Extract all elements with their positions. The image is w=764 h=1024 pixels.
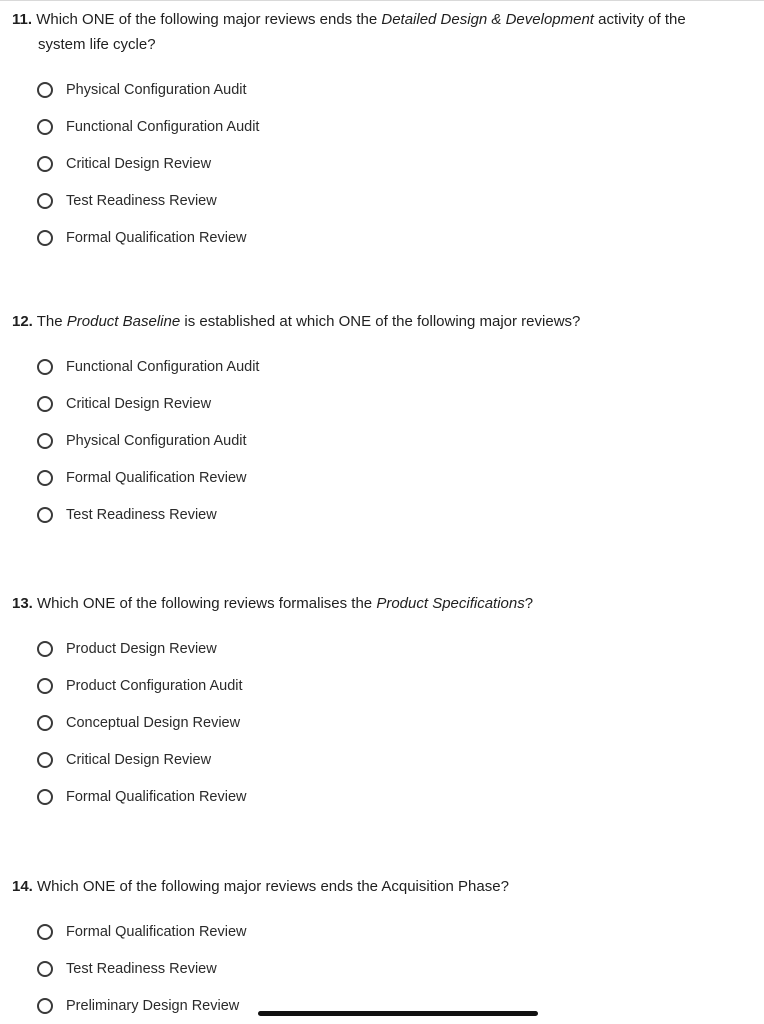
- answer-options: [12, 630, 712, 815]
- option-formal-qualification-review[interactable]: Formal Qualification Review: [37, 778, 712, 815]
- radio-button[interactable]: [37, 641, 53, 657]
- question-number: 12.: [12, 313, 33, 330]
- radio-button[interactable]: [37, 998, 53, 1014]
- option-functional-configuration-audit[interactable]: Functional Configuration Audit: [37, 108, 712, 145]
- option-test-readiness-review[interactable]: Test Readiness Review: [37, 496, 712, 533]
- radio-button[interactable]: [37, 359, 53, 375]
- radio-button[interactable]: [37, 119, 53, 135]
- option-critical-design-review[interactable]: Critical Design Review: [37, 385, 712, 422]
- radio-button[interactable]: [37, 924, 53, 940]
- option-physical-configuration-audit[interactable]: Physical Configuration Audit: [37, 422, 712, 459]
- question-13: [12, 591, 712, 815]
- option-physical-configuration-audit[interactable]: Physical Configuration Audit: [37, 71, 712, 108]
- radio-button[interactable]: [37, 961, 53, 977]
- answer-options: [12, 71, 712, 256]
- radio-button[interactable]: [37, 507, 53, 523]
- question-12: [12, 309, 712, 533]
- top-divider: [0, 0, 764, 1]
- radio-button[interactable]: [37, 193, 53, 209]
- option-preliminary-design-review[interactable]: Preliminary Design Review: [37, 987, 712, 1024]
- option-critical-design-review[interactable]: Critical Design Review: [37, 741, 712, 778]
- option-product-configuration-audit[interactable]: Product Configuration Audit: [37, 667, 712, 704]
- question-text: 14. Which ONE of the following major reviews ends the Acquisition Phase?: [12, 878, 509, 895]
- radio-button[interactable]: [37, 433, 53, 449]
- radio-button[interactable]: [37, 752, 53, 768]
- option-formal-qualification-review[interactable]: Formal Qualification Review: [37, 219, 712, 256]
- option-formal-qualification-review[interactable]: Formal Qualification Review: [37, 459, 712, 496]
- answer-options: [12, 348, 712, 533]
- option-formal-qualification-review[interactable]: Formal Qualification Review: [37, 913, 712, 950]
- option-critical-design-review[interactable]: Critical Design Review: [37, 145, 712, 182]
- question-14: [12, 874, 712, 1024]
- question-11: [12, 7, 712, 256]
- radio-button[interactable]: [37, 396, 53, 412]
- question-text: 11. Which ONE of the following major reviews ends the Detailed Design & Development activity of the system life cycle?: [12, 11, 686, 53]
- option-test-readiness-review[interactable]: Test Readiness Review: [37, 182, 712, 219]
- radio-button[interactable]: [37, 82, 53, 98]
- radio-button[interactable]: [37, 789, 53, 805]
- radio-button[interactable]: [37, 715, 53, 731]
- option-product-design-review[interactable]: Product Design Review: [37, 630, 712, 667]
- question-text: 12. The Product Baseline is established at which ONE of the following major reviews?: [12, 313, 581, 330]
- question-number: 11.: [12, 11, 33, 28]
- option-functional-configuration-audit[interactable]: Functional Configuration Audit: [37, 348, 712, 385]
- radio-button[interactable]: [37, 156, 53, 172]
- option-conceptual-design-review[interactable]: Conceptual Design Review: [37, 704, 712, 741]
- radio-button[interactable]: [37, 678, 53, 694]
- question-text: 13. Which ONE of the following reviews formalises the Product Specifications?: [12, 595, 534, 612]
- home-indicator-bar[interactable]: [258, 1011, 538, 1016]
- question-number: 14.: [12, 878, 33, 895]
- radio-button[interactable]: [37, 230, 53, 246]
- option-test-readiness-review[interactable]: Test Readiness Review: [37, 950, 712, 987]
- question-number: 13.: [12, 595, 33, 612]
- answer-options: [12, 913, 712, 1024]
- radio-button[interactable]: [37, 470, 53, 486]
